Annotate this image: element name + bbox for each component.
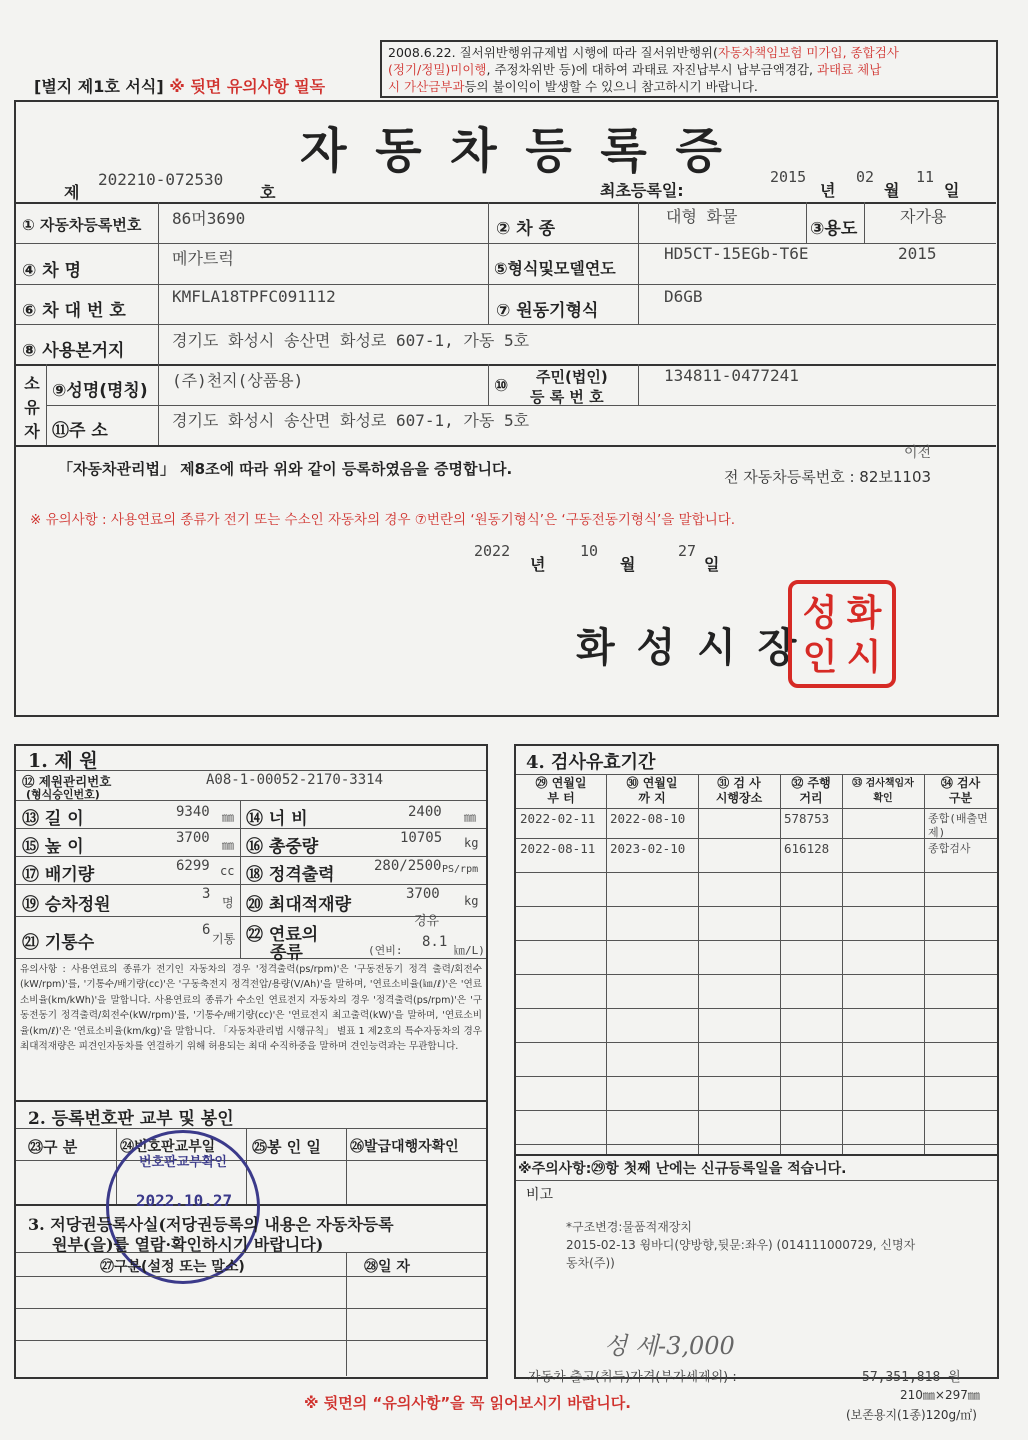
inspection-column-divider (780, 774, 781, 1154)
inspection-column-header: ㉚ 연월일 까 지 (626, 776, 678, 805)
max-load: 3700 (406, 886, 440, 902)
owner-name-label: ⑨성명(명칭) (52, 381, 148, 401)
inspection-row-divider (516, 906, 997, 907)
inspection-cell-to: 2023-02-10 (610, 841, 686, 856)
height: 3700 (176, 830, 210, 846)
paper-type: (보존용지(1종)120g/㎡) (846, 1408, 977, 1422)
previous-label-handwritten: 이전 (904, 445, 932, 461)
law-notice-line2: (정기/정밀)미이행, 주정차위반 등)에 대하여 과태료 자진납부시 납부금액경감, 과태료 체납 (388, 62, 882, 77)
vehicle-type-label: ② 차 종 (496, 219, 556, 239)
inspection-cell-mileage: 616128 (784, 841, 830, 856)
vehicle-type: 대형 화물 (666, 207, 738, 226)
spec-management-sublabel: (형식승인번호) (26, 788, 100, 801)
specs-title: 1. 제 원 (28, 750, 98, 772)
vehicle-name-label: ④ 차 명 (22, 261, 82, 281)
fuel-type: 경유 (414, 914, 440, 929)
width-label: ⑭ 너 비 (246, 809, 308, 829)
rated-output-unit: PS/rpm (442, 864, 479, 875)
displacement: 6299 (176, 858, 210, 874)
model-year: 2015 (898, 244, 937, 263)
inspection-row-divider (516, 974, 997, 975)
remarks-line2: 2015-02-13 윙바디(양방향,뒷문:좌우) (014111000729, 신명자 (566, 1238, 916, 1252)
law-notice-line1: 2008.6.22. 질서위반행위규제법 시행에 따라 질서위반행위(자동차책임보험 미가입, 종합검사 (388, 45, 899, 60)
owner-address: 경기도 화성시 송산면 화성로 607-1, 가동 5호 (172, 411, 530, 430)
usage: 자가용 (900, 207, 947, 226)
plate-stamp-text: 번호판교부확인 (139, 1155, 227, 1170)
seating-unit: 명 (222, 896, 234, 910)
plate-col-seal-date: ㉕봉 인 일 (252, 1138, 321, 1156)
inspection-column-header: ㉜ 주행 거리 (791, 776, 831, 805)
handwritten-note: 성 세-3,000 (604, 1332, 735, 1360)
inspection-title: 4. 검사유효기간 (526, 752, 656, 773)
corp-number: 134811-0477241 (664, 366, 799, 385)
lien-col-type: ㉗구분(설정 또는 말소) (100, 1259, 245, 1275)
fuel-efficiency: 8.1 (422, 934, 448, 950)
factory-price: 57,351,818 원 (862, 1370, 961, 1385)
corp-number-index: ⑩ (494, 376, 509, 396)
inspection-row-divider (516, 1008, 997, 1009)
base-address-label: ⑧ 사용본거지 (22, 341, 125, 361)
plate-col-issue-date: ㉔번호판교부일 (120, 1139, 216, 1155)
lien-col-date: ㉘일 자 (364, 1259, 410, 1275)
law-notice-box (380, 40, 998, 98)
owner-name: (주)천지(상품용) (172, 371, 304, 390)
registration-number-label: ① 자동차등록번호 (22, 216, 142, 234)
plate-col-agent-confirm: ㉖발급대행자확인 (350, 1139, 459, 1155)
plate-section-title: 2. 등록번호판 교부 및 봉인 (28, 1109, 234, 1129)
inspection-column-divider (698, 774, 699, 1154)
inspection-row-divider (516, 838, 997, 839)
form-number: [별지 제1호 서식] (34, 77, 164, 96)
form-note: ※ 뒷면 유의사항 필독 (169, 77, 326, 96)
inspection-cell-type: 종합검사 (928, 842, 971, 855)
inspection-column-divider (924, 774, 925, 1154)
engine-type: D6GB (664, 287, 703, 306)
law-notice-line3: 시 가산금부과등의 불이익이 발생할 수 있으니 참고하시기 바랍니다. (388, 79, 758, 94)
engine-type-label: ⑦ 원동기형식 (496, 301, 599, 321)
lien-title-1: 3. 저당권등록사실(저당권등록의 내용은 자동차등록 (28, 1215, 394, 1234)
inspection-row-divider (516, 1144, 997, 1145)
inspection-note: ※주의사항:㉙항 첫째 난에는 신규등록일을 적습니다. (518, 1161, 847, 1177)
inspection-column-divider (842, 774, 843, 1154)
seating-capacity: 3 (202, 886, 211, 902)
corp-number-label-2: 등 록 번 호 (530, 388, 604, 406)
lien-title-2: 원부(을)를 열람·확인하시기 바랍니다) (52, 1235, 324, 1254)
spec-management-label: ⑫ 제원관리번호 (22, 774, 112, 789)
model-label: ⑤형식및모델연도 (494, 259, 616, 278)
inspection-cell-to: 2022-08-10 (610, 811, 686, 826)
spec-management-number: A08-1-00052-2170-3314 (206, 772, 384, 788)
corp-number-label-1: 주민(법인) (536, 368, 608, 386)
width-unit: ㎜ (464, 810, 477, 824)
inspection-box (514, 744, 999, 1379)
first-registration-date: 최초등록일: 2015 년 02 월 11 일 (600, 168, 960, 200)
model: HD5CT-15EGb-T6E (664, 244, 809, 263)
inspection-column-header: ㉙ 연월일 부 터 (535, 776, 587, 805)
seating-label: ⑲ 승차정원 (22, 895, 111, 915)
inspection-column-header: ㉛ 검 사 시행장소 (715, 776, 763, 805)
fuel-efficiency-label: (연비: (368, 944, 403, 957)
cert-number-row: 제 202210-072530 호 (64, 170, 276, 202)
base-address: 경기도 화성시 송산면 화성로 607-1, 가동 5호 (172, 331, 530, 350)
length: 9340 (176, 804, 210, 820)
displacement-unit: cc (220, 864, 235, 878)
max-load-label: ⑳ 최대적재량 (246, 895, 352, 915)
certificate-title: 자 동 차 등 록 증 (300, 123, 728, 179)
fuel-label-2: 종류 (270, 943, 303, 963)
inspection-row-divider (516, 1042, 997, 1043)
inspection-cell-type: 종합(배출면제) (928, 812, 988, 839)
cylinders: 6 (202, 922, 211, 938)
plate-col-type: ㉓구 분 (28, 1138, 78, 1156)
owner-address-label: ⑪주 소 (52, 421, 108, 441)
back-notice: ※ 뒷면의 “유의사항”을 꼭 읽어보시기 바랍니다. (304, 1394, 631, 1412)
usage-label: ③용도 (810, 219, 858, 239)
issuer-name: 화 성 시 장 (576, 624, 801, 671)
width: 2400 (408, 804, 442, 820)
length-unit: ㎜ (222, 810, 235, 824)
inspection-row-divider (516, 872, 997, 873)
fuel-efficiency-unit: ㎞/L) (454, 944, 485, 957)
fuel-caution: ※ 유의사항 : 사용연료의 종류가 전기 또는 수소인 자동차의 경우 ⑦번란의 ‘원동기형식’은 ‘구동전동기형식’을 말합니다. (30, 512, 736, 528)
certification-statement: 「자동차관리법」 제8조에 따라 위와 같이 등록하였음을 증명합니다. (58, 460, 513, 478)
previous-registration-number: 전 자동차등록번호 : 82보1103 (724, 468, 932, 486)
inspection-column-header: ㉝ 검사책임자 확인 (852, 778, 914, 804)
remarks-label: 비고 (526, 1187, 554, 1203)
inspection-row-divider (516, 1110, 997, 1111)
inspection-cell-from: 2022-08-11 (520, 841, 596, 856)
vin-label: ⑥ 차 대 번 호 (22, 301, 126, 321)
cert-number: 202210-072530 (98, 170, 224, 189)
form-label (34, 74, 325, 97)
owner-label: 소유자 (24, 374, 40, 441)
paper-size: 210㎜×297㎜ (900, 1388, 980, 1402)
displacement-label: ⑰ 배기량 (22, 865, 95, 885)
gross-weight-unit: kg (464, 836, 479, 850)
inspection-column-header: ㉞ 검사 구분 (940, 776, 981, 805)
rated-output-label: ⑱ 정격출력 (246, 865, 335, 885)
cylinders-label: ㉑ 기통수 (22, 933, 95, 953)
specs-note: 유의사항 : 사용연료의 종류가 전기인 자동차의 경우 '정격출력(ps/rpm)'은 '구동전동기 정격 출력/회전수(kW/rpm)'를, '기통수/배기량(cc)'은 '구동축전지 정격전압/용량(V/Ah)'을 말하며, '연료소비율(㎞/ℓ)'은 '연료소비율(km/kWh)'을 말합니다. 사용연료의 종류가 수소인 연료전지 자동차의 경우 '정격출력(ps/rpm)'은 '구동전동기 정격출력/회전수(kW/rpm)'를, '기통수/배기량(cc)'은 '연료전지 최고출력(kW)'을 말하며, '연료소비율(km/ℓ)'은 '연료소비율(km/kg)'을 말합니다. 「자동차관리법 시행규칙」 별표 1 제2호의 특수자동차의 경우 최대적재량은 피견인자동차를 연결하기 위해 허용되는 최대 수직하중을 말하며 견인능력과는 무관합니다. (20, 964, 482, 1053)
issue-date: 2022 년 10 월 27 일 (474, 542, 720, 574)
registration-number: 86머3690 (172, 209, 246, 228)
gross-weight-label: ⑯ 총중량 (246, 837, 319, 857)
inspection-column-divider (606, 774, 607, 1154)
remarks-line3: 동차(주)) (566, 1256, 615, 1270)
rated-output: 280/2500 (374, 858, 442, 874)
fuel-label-1: ㉒ 연료의 (246, 925, 319, 945)
remarks-line1: *구조변경:물품적재장치 (566, 1220, 692, 1234)
height-label: ⑮ 높 이 (22, 837, 84, 857)
vin: KMFLA18TPFC091112 (172, 287, 336, 306)
plate-stamp-date: 2022.10.27 (135, 1191, 233, 1210)
length-label: ⑬ 길 이 (22, 809, 84, 829)
inspection-row-divider (516, 1076, 997, 1077)
official-seal: 성 화 인 시 (788, 580, 896, 688)
height-unit: ㎜ (222, 838, 235, 852)
inspection-cell-from: 2022-02-11 (520, 811, 596, 826)
factory-price-label: 자동차 출고(취득)가격(부가세제외) : (528, 1370, 737, 1385)
inspection-cell-mileage: 578753 (784, 811, 830, 826)
inspection-row-divider (516, 940, 997, 941)
cylinders-unit: 기통 (212, 932, 236, 946)
gross-weight: 10705 (400, 830, 443, 846)
max-load-unit: kg (464, 894, 479, 908)
vehicle-name: 메가트럭 (172, 249, 234, 268)
